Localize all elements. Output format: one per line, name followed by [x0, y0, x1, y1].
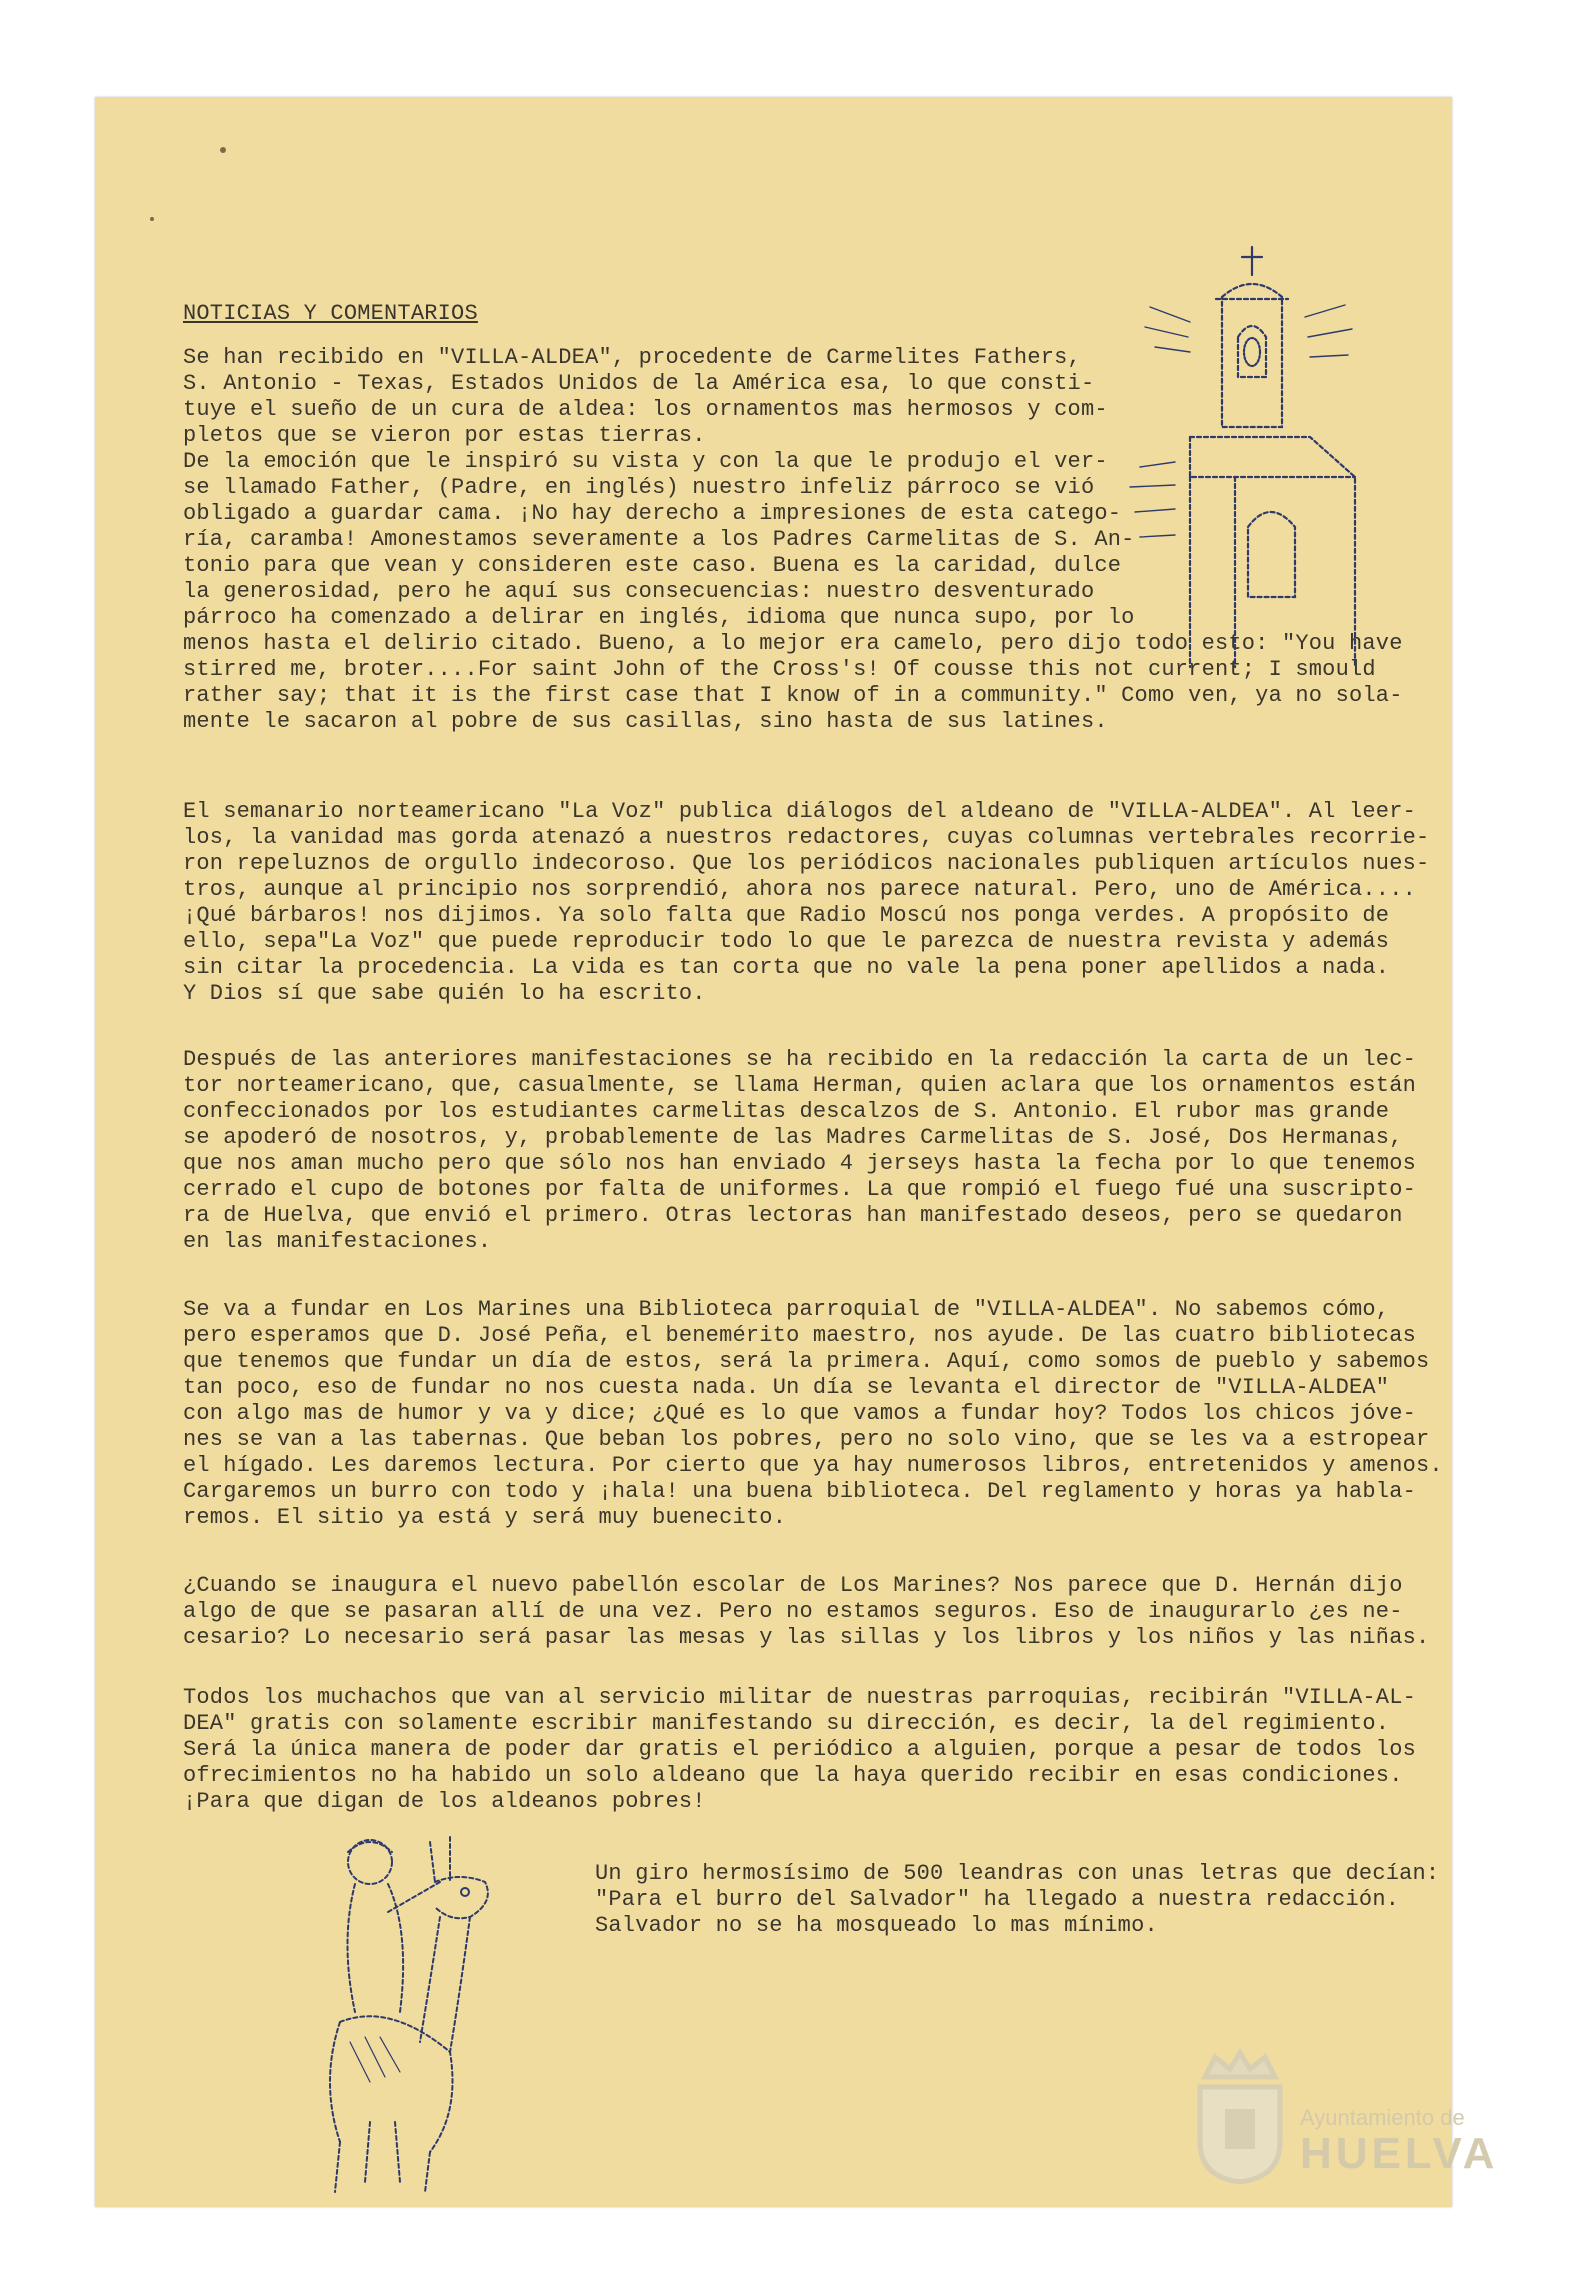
- text-line: ello, sepa"La Voz" que puede reproducir todo lo que le parezca de nuestra revista y además: [183, 929, 1390, 954]
- text-line: menos hasta el delirio citado. Bueno, a lo mejor era camelo, pero dijo todo esto: "You have: [183, 631, 1403, 656]
- text-line: que nos aman mucho pero que sólo nos han enviado 4 jerseys hasta la fecha por lo que tenemos: [183, 1151, 1416, 1176]
- text-line: pero esperamos que D. José Peña, el benemérito maestro, nos ayude. De las cuatro bibliotecas: [183, 1323, 1416, 1348]
- text-line: con algo mas de humor y va y dice; ¿Qué es lo que vamos a fundar hoy? Todos los chicos jóve-: [183, 1401, 1416, 1426]
- text-line: ¡Para que digan de los aldeanos pobres!: [183, 1789, 706, 1814]
- paragraph-library: [183, 1297, 1443, 1531]
- paper-mark: [150, 217, 154, 221]
- text-line: tonio para que vean y consideren este caso. Buena es la caridad, dulce: [183, 553, 1122, 578]
- chapel-drawing-icon: [1130, 227, 1370, 597]
- paragraph-military: [183, 1685, 1443, 1815]
- text-line: mente le sacaron al pobre de sus casillas, sino hasta de sus latines.: [183, 709, 1108, 734]
- donkey-drawing-icon: [310, 1822, 590, 2202]
- huelva-coat-of-arms-icon: [1185, 2047, 1295, 2187]
- text-line: Después de las anteriores manifestaciones se ha recibido en la redacción la carta de un lec-: [183, 1047, 1416, 1072]
- text-line: tor norteamericano, que, casualmente, se llama Herman, quien aclara que los ornamentos están: [183, 1073, 1416, 1098]
- watermark-line1: Ayuntamiento de: [1300, 2105, 1465, 2130]
- text-line: en las manifestaciones.: [183, 1229, 492, 1254]
- text-line: ¿Cuando se inaugura el nuevo pabellón escolar de Los Marines? Nos parece que D. Hernán dijo: [183, 1573, 1403, 1598]
- text-line: se llamado Father, (Padre, en inglés) nuestro infeliz párroco se vió: [183, 475, 1095, 500]
- text-line: cesario? Lo necesario será pasar las mesas y las sillas y los libros y los niños y las niñas.: [183, 1625, 1430, 1650]
- text-line: "Para el burro del Salvador" ha llegado a nuestra redacción.: [595, 1887, 1400, 1912]
- text-line: los, la vanidad mas gorda atenazó a nuestros redactores, cuyas columnas vertebrales recorrie-: [183, 825, 1430, 850]
- text-line: el hígado. Les daremos lectura. Por cierto que ya hay numerosos libros, entretenidos y amenos.: [183, 1453, 1443, 1478]
- text-line: que tenemos que fundar un día de estos, será la primera. Aquí, como somos de pueblo y sabemos: [183, 1349, 1430, 1374]
- text-line: confeccionados por los estudiantes carmelitas descalzos de S. Antonio. El rubor mas grande: [183, 1099, 1390, 1124]
- watermark: [1185, 2047, 1499, 2187]
- text-line: tros, aunque al principio nos sorprendió, ahora nos parece natural. Pero, uno de América....: [183, 877, 1416, 902]
- text-line: Cargaremos un burro con todo y ¡hala! una buena biblioteca. Del reglamento y horas ya habla-: [183, 1479, 1416, 1504]
- text-line: ra de Huelva, que envió el primero. Otras lectoras han manifestado deseos, pero se quedaron: [183, 1203, 1403, 1228]
- text-line: S. Antonio - Texas, Estados Unidos de la América esa, lo que consti-: [183, 371, 1095, 396]
- page-heading: NOTICIAS Y COMENTARIOS: [183, 301, 478, 326]
- text-line: nes se van a las tabernas. Que beban los pobres, pero no solo vino, que se les va a estropear: [183, 1427, 1430, 1452]
- text-line: ofrecimientos no ha habido un solo aldeano que la haya querido recibir en esas condiciones.: [183, 1763, 1403, 1788]
- text-line: DEA" gratis con solamente escribir manifestando su dirección, es decir, la del regimiento.: [183, 1711, 1390, 1736]
- paragraph-letter: [183, 1047, 1443, 1255]
- text-line: párroco ha comenzado a delirar en inglés, idioma que nunca supo, por lo: [183, 605, 1135, 630]
- text-line: cerrado el cupo de botones por falta de uniformes. La que rompió el fuego fué una suscripto-: [183, 1177, 1416, 1202]
- text-line: ¡Qué bárbaros! nos dijimos. Ya solo falta que Radio Moscú nos ponga verdes. A propósito de: [183, 903, 1390, 928]
- paragraph-school: [183, 1573, 1443, 1651]
- text-line: pletos que se vieron por estas tierras.: [183, 423, 706, 448]
- text-line: tuye el sueño de un cura de aldea: los ornamentos mas hermosos y com-: [183, 397, 1108, 422]
- text-line: Se han recibido en "VILLA-ALDEA", procedente de Carmelites Fathers,: [183, 345, 1081, 370]
- text-line: ría, caramba! Amonestamos severamente a los Padres Carmelitas de S. An-: [183, 527, 1135, 552]
- text-line: obligado a guardar cama. ¡No hay derecho a impresiones de esta catego-: [183, 501, 1122, 526]
- text-line: tan poco, eso de fundar no nos cuesta nada. Un día se levanta el director de "VILLA-ALDEA": [183, 1375, 1390, 1400]
- text-line: rather say; that it is the first case that I know of in a community." Como ven, ya no sola-: [183, 683, 1403, 708]
- text-line: algo de que se pasaran allí de una vez. Pero no estamos seguros. Eso de inaugurarlo ¿es ne-: [183, 1599, 1403, 1624]
- text-line: remos. El sitio ya está y será muy buenecito.: [183, 1505, 787, 1530]
- text-line: Todos los muchachos que van al servicio militar de nuestras parroquias, recibirán "VILLA-AL-: [183, 1685, 1416, 1710]
- text-line: Un giro hermosísimo de 500 leandras con unas letras que decían:: [595, 1861, 1440, 1886]
- text-line: la generosidad, pero he aquí sus consecuencias: nuestro desventurado: [183, 579, 1095, 604]
- text-line: Será la única manera de poder dar gratis el periódico a alguien, porque a pesar de todos los: [183, 1737, 1416, 1762]
- text-line: sin citar la procedencia. La vida es tan corta que no vale la pena poner apellidos a nada.: [183, 955, 1390, 980]
- paragraph-donkey-gift: [595, 1861, 1440, 1939]
- text-line: Se va a fundar en Los Marines una Biblioteca parroquial de "VILLA-ALDEA". No sabemos cómo,: [183, 1297, 1390, 1322]
- text-line: Y Dios sí que sabe quién lo ha escrito.: [183, 981, 706, 1006]
- text-line: ron repeluznos de orgullo indecoroso. Que los periódicos nacionales publiquen artículos nues-: [183, 851, 1430, 876]
- text-line: se apoderó de nosotros, y, probablemente de las Madres Carmelitas de S. José, Dos Hermanas,: [183, 1125, 1403, 1150]
- text-line: De la emoción que le inspiró su vista y con la que le produjo el ver-: [183, 449, 1108, 474]
- text-line: stirred me, broter....For saint John of the Cross's! Of cousse this not current; I smould: [183, 657, 1376, 682]
- watermark-line2: HUELVA: [1300, 2129, 1499, 2178]
- paragraph-la-voz: [183, 799, 1443, 1007]
- text-line: El semanario norteamericano "La Voz" publica diálogos del aldeano de "VILLA-ALDEA". Al leer-: [183, 799, 1416, 824]
- typed-page: [95, 97, 1499, 2207]
- paper-mark: [220, 147, 226, 153]
- text-line: Salvador no se ha mosqueado lo mas mínimo.: [595, 1913, 1158, 1938]
